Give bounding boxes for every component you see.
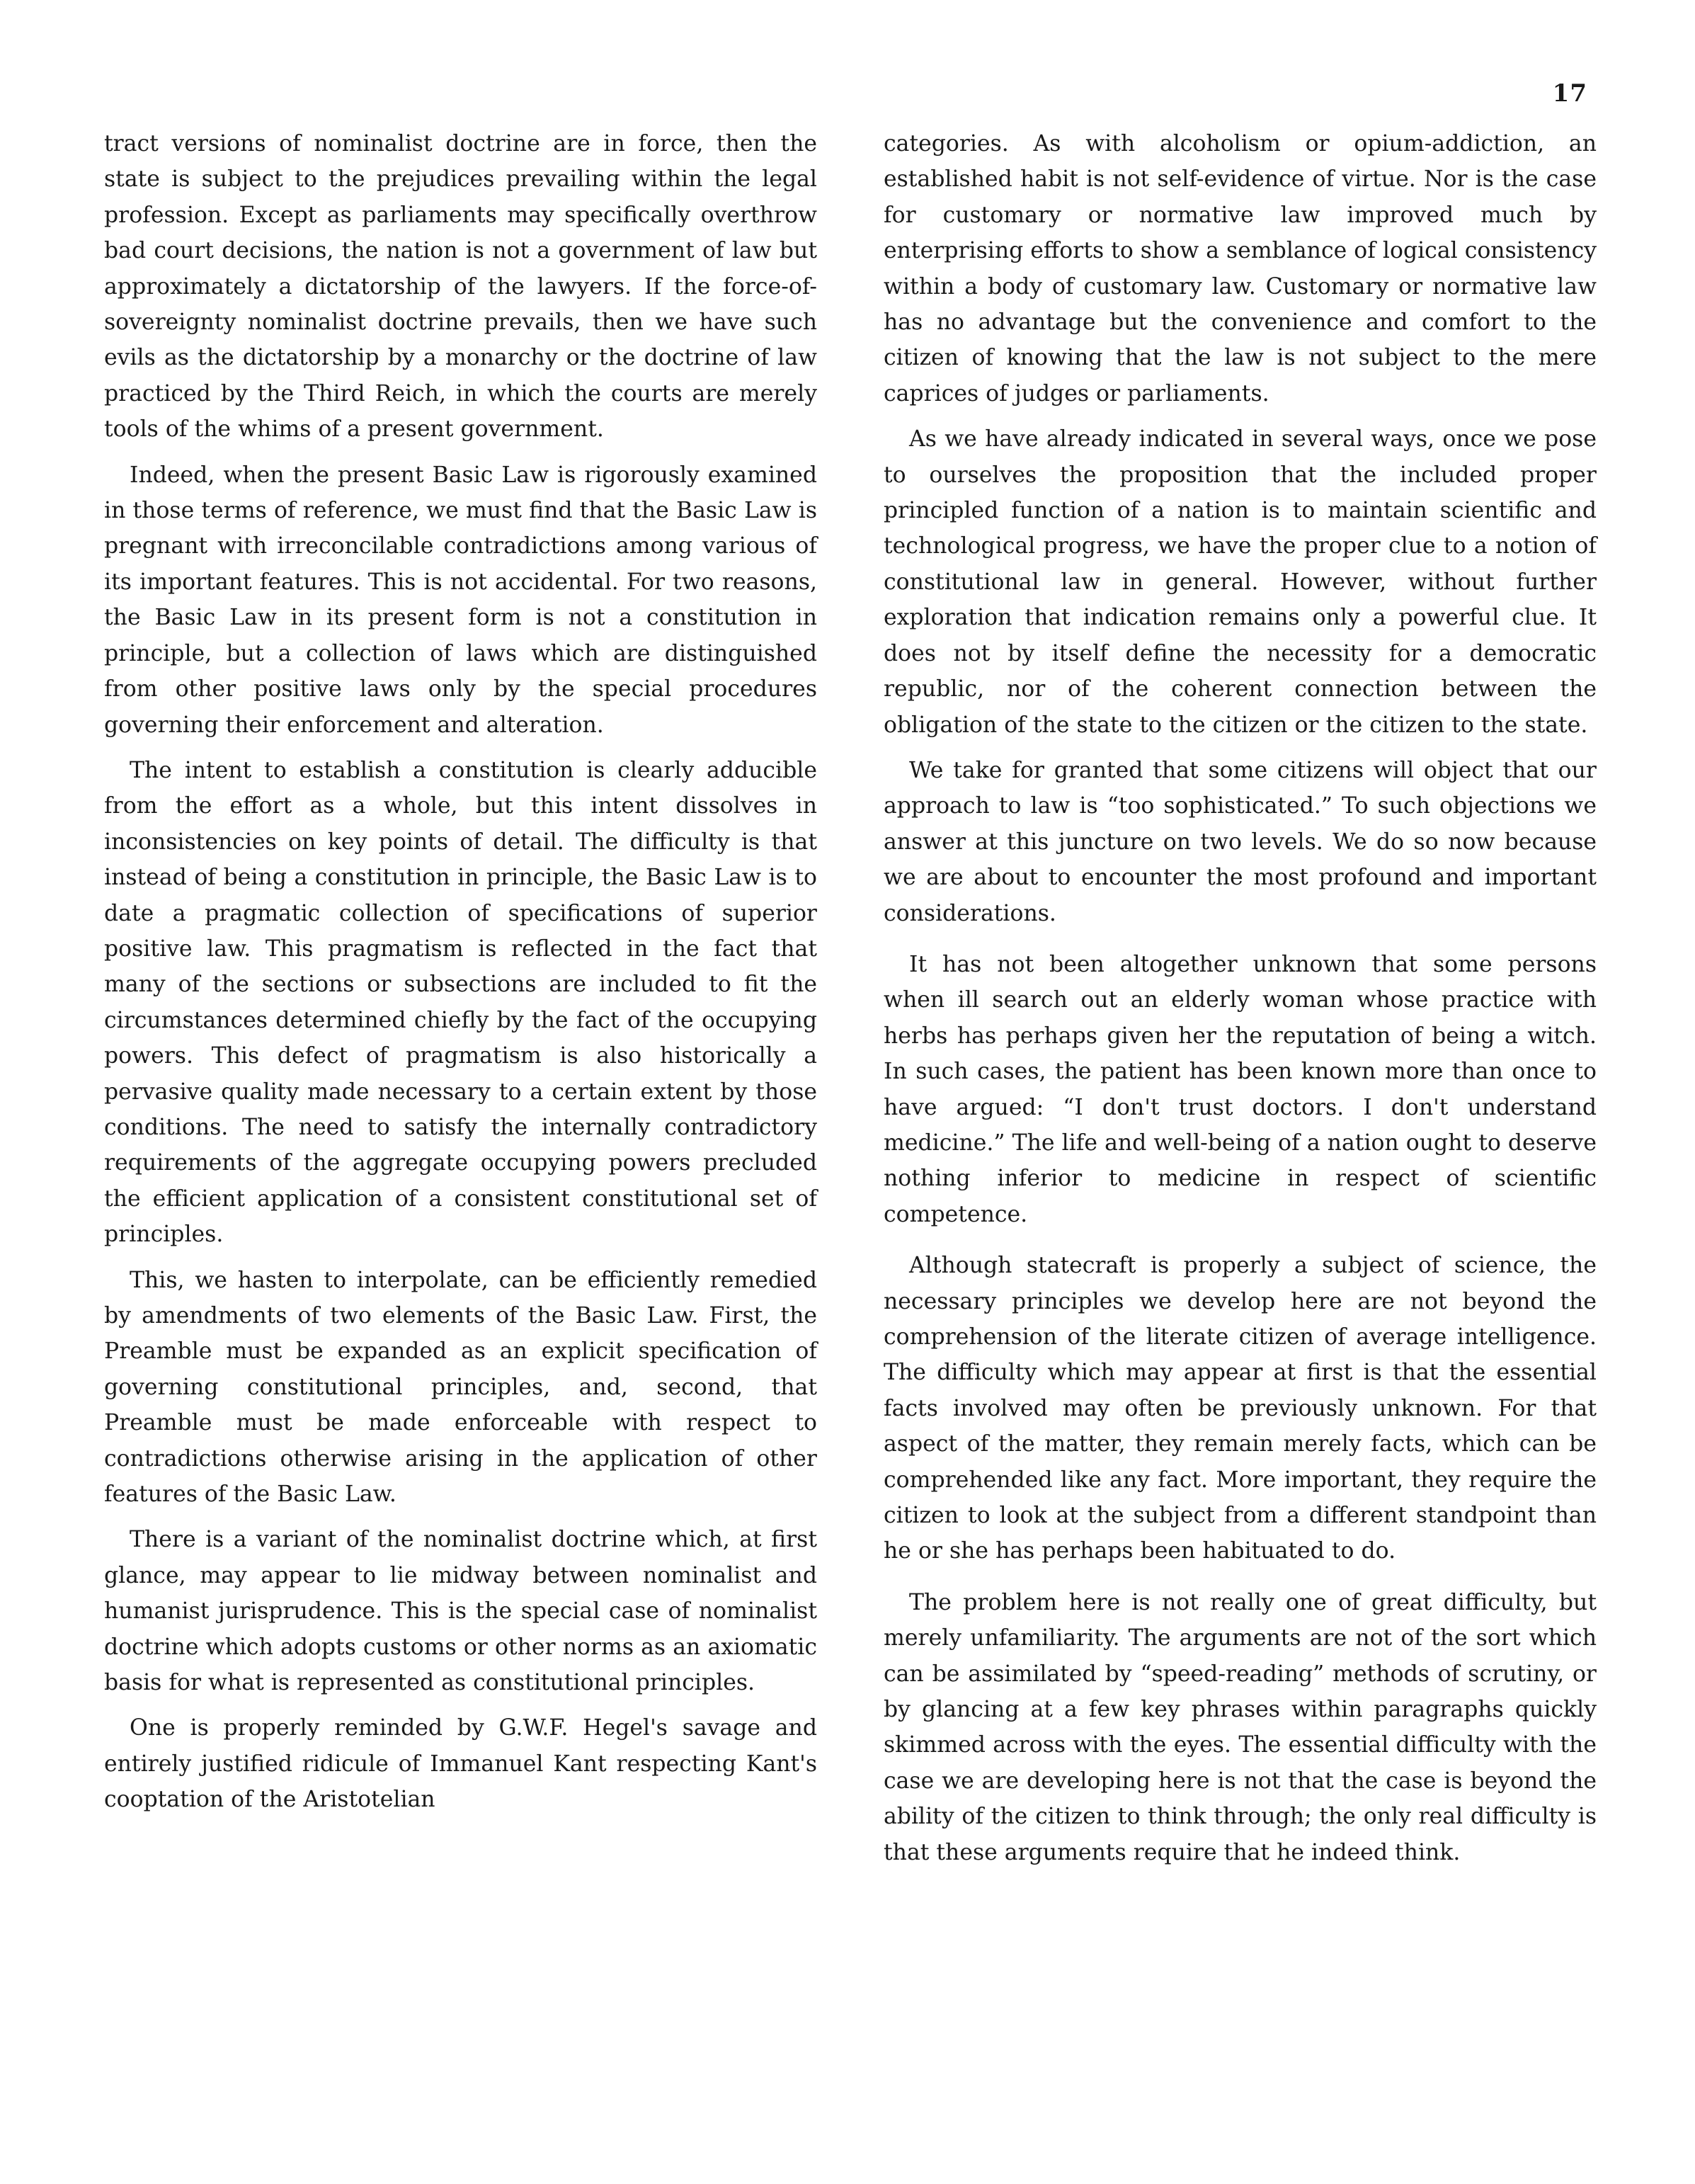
paragraph: Indeed, when the present Basic Law is rigorously examined in those terms of reference, we must find that the Basic Law is pregnant with irreconcilable contradictions among various of its important features. This is not accidental. For two reasons, the Basic Law in its present form is not a constitution in principle, but a collection of laws which are distinguished from other positive laws only by the special procedures governing their enforcement and alteration.	[104, 462, 817, 738]
paragraph: We take for granted that some citizens will object that our approach to law is “too sophisticated.” To such objections we answer at this juncture on two levels. We do so now because we are about to encounter the most profound and important considerations.	[884, 757, 1597, 926]
paragraph: It has not been altogether unknown that some persons when ill search out an elderly woman whose practice with herbs has perhaps given her the reputation of being a witch. In such cases, the patient has been known more than once to have argued: “I don't trust doctors. I don't understand medicine.” The life and well-being of a nation ought to deserve nothing inferior to medicine in respect of scientific competence.	[884, 951, 1597, 1227]
paragraph: This, we hasten to interpolate, can be efficiently remedied by amendments of two elements of the Basic Law. First, the Preamble must be expanded as an explicit specification of governing constitutional principles, and, second, that Preamble must be made enforceable with respect to contradictions otherwise arising in the application of other features of the Basic Law.	[104, 1267, 817, 1508]
left-column	[104, 126, 817, 1828]
paragraph: As we have already indicated in several ways, once we pose to ourselves the proposition that the included proper principled function of a nation is to maintain scientific and technological progress, we have the proper clue to a notion of constitutional law in general. However, without further exploration that indication remains only a powerful clue. It does not by itself define the necessity for a democratic republic, nor of the coherent connection between the obligation of the state to the citizen or the citizen to the state.	[884, 426, 1597, 738]
paragraph: tract versions of nominalist doctrine are in force, then the state is subject to the prejudices prevailing within the legal profession. Except as parliaments may specifically overthrow bad court decisions, the nation is not a government of law but approximately a dictatorship of the lawyers. If the force-of-sovereignty nominalist doctrine prevails, then we have such evils as the dictatorship by a monarchy or the doctrine of law practiced by the Third Reich, in which the courts are merely tools of the whims of a present government.	[104, 131, 817, 443]
paragraph: The problem here is not really one of great difficulty, but merely unfamiliarity. The arguments are not of the sort which can be assimilated by “speed-reading” methods of scrutiny, or by glancing at a few key phrases within paragraphs quickly skimmed across with the eyes. The essential difficulty with the case we are developing here is not that the case is beyond the ability of the citizen to think through; the only real difficulty is that these arguments require that he indeed think.	[884, 1589, 1597, 1865]
paragraph: Although statecraft is properly a subject of science, the necessary principles we develop here are not beyond the comprehension of the literate citizen of average intelligence. The difficulty which may appear at first is that the essential facts involved may often be previously unknown. For that aspect of the matter, they remain merely facts, which can be comprehended like any fact. More important, they require the citizen to look at the subject from a different standpoint than he or she has perhaps been habituated to do.	[884, 1253, 1597, 1564]
paragraph: There is a variant of the nominalist doctrine which, at first glance, may appear to lie midway between nominalist and humanist jurisprudence. This is the special case of nominalist doctrine which adopts customs or other norms as an axiomatic basis for what is represented as constitutional principles.	[104, 1527, 817, 1696]
page-number: 17	[1552, 79, 1587, 108]
paragraph: The intent to establish a constitution is clearly adducible from the effort as a whole, but this intent dissolves in inconsistencies on key points of detail. The difficulty is that instead of being a constitution in principle, the Basic Law is to date a pragmatic collection of specifications of superior positive law. This pragmatism is reflected in the fact that many of the sections or subsections are included to fit the circumstances determined chiefly by the fact of the occupying powers. This defect of pragmatism is also historically a pervasive quality made necessary to a certain extent by those conditions. The need to satisfy the internally contradictory requirements of the aggregate occupying powers precluded the efficient application of a consistent constitutional set of principles.	[104, 757, 817, 1248]
paragraph: categories. As with alcoholism or opium-addiction, an established habit is not self-evidence of virtue. Nor is the case for customary or normative law improved much by enterprising efforts to show a semblance of logical consistency within a body of customary law. Customary or normative law has no advantage but the convenience and comfort to the citizen of knowing that the law is not subject to the mere caprices of judges or parliaments.	[884, 131, 1597, 406]
right-column	[884, 126, 1597, 1880]
paragraph: One is properly reminded by G.W.F. Hegel's savage and entirely justified ridicule of Immanuel Kant respecting Kant's cooptation of the Aristotelian	[104, 1715, 817, 1813]
